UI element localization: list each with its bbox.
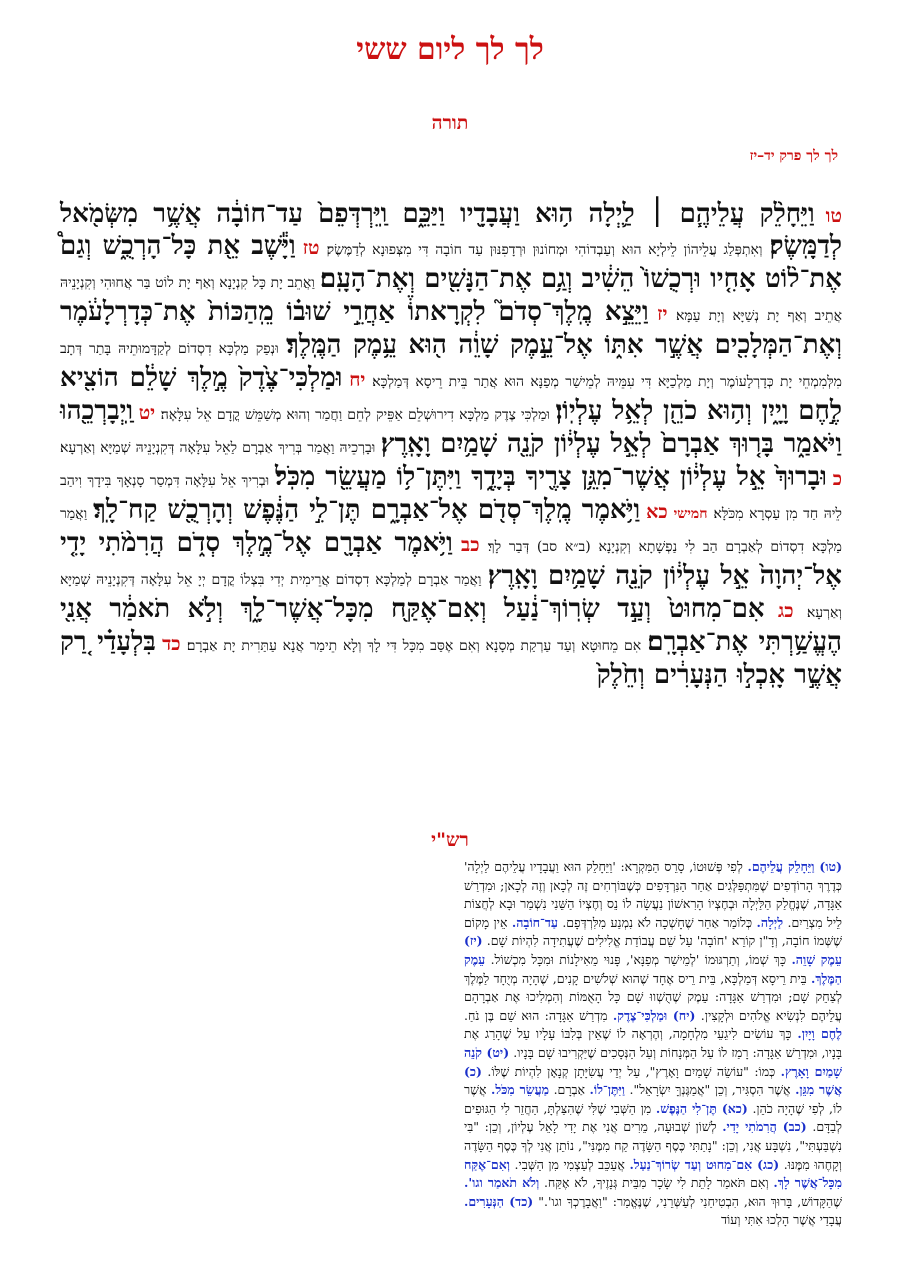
rashi-comment-text: בֵּית רֵיסָא דְּמַלְכָּא, בֵּית רֵיס אֶחָד שֶׁהוּא שְׁלֹשִׁים קָנִים, שֶׁהָיָה מְיֻחָד לַמֶּלֶךְ לְצַחֵק שָׁם; וּמִדְרַשׁ אַגָּדָה: עֵמֶק שֶׁהֻשְׁווּ שָׁם כָּל הָאֻמּוֹת וְהִמְלִיכוּ אֶת אַבְרָהָם עֲלֵיהֶם לִנְשִׂיא אֱלֹהִים וּלְקָצִין.: [464, 970, 842, 1023]
page-title: לך לך ליום ששי: [356, 32, 544, 67]
rashi-comment-text: מִדְרַשׁ אַגָּדָה: הוּא שֵׁם בֶּן נֹחַ.: [464, 1007, 608, 1023]
rashi-comment-text: אֲשֶׁר הִסְגִּיר, וְכֵן "אֲמַגֶּנְךָּ יִשְׂרָאֵל".: [629, 1082, 791, 1098]
verse-number: כב: [461, 534, 480, 556]
verse-targum: וַאֲמַר אַבְרָם לְמַלְכָּא דִסְדוֹם אֲרֵימִית יְדִי בִּצְלוֹ קֳדָם יְיָ אֵל עִלָּאָה דְּקִנְיָנֵיהּ שְׁמַיָּא וְאַרְעָא׃: [60, 572, 843, 621]
rashi-dibur-hamatchil: מַעֲשֵׂר מִכֹּל.: [491, 1082, 550, 1098]
verse-hebrew: וַיֹּ֥אמֶר אַבְרָ֖ם אֶל־מֶ֣לֶךְ סְדֹ֑ם הֲרִמֹ֨תִי יָדִ֤י אֶל־יְהוָה֙ אֵ֣ל עֶלְי֔וֹן קֹנֵ֖ה שָׁמַ֥יִם וָאָֽרֶץ׃: [60, 528, 842, 591]
rashi-comment-text: אַבְרָם.: [553, 1082, 586, 1098]
verse-number: טו: [825, 205, 842, 227]
verse-targum: וּמַלְכִּי צֶדֶק מַלְכָּא דִירוּשְׁלֵם אַפֵּיק לְחֵם וַחֲמַר וְהוּא מְשַׁמֵּשׁ קֳדָם אֵל עִלָּאָה׃: [160, 407, 550, 423]
rashi-dibur-hamatchil: (כג) אִם־מִחוּט וְעַד שְׂרוֹךְ־נַעַל.: [629, 1156, 780, 1172]
verse-targum: וַאֲתֵב יָת כָּל קִנְיָנָא וְאַף יָת לוֹט בַּר אֲחוּהִי וְקִנְיָנֵיהּ אֲתֵיב וְאַף יָת נְשַׁיָּא וְיָת עַמָּא׃: [60, 275, 842, 324]
rashi-heading: רש"י: [431, 829, 469, 851]
verse-number: טז: [302, 237, 320, 259]
verse-number: כד: [162, 633, 181, 655]
rashi-comment-text: כָּךְ שְׁמוֹ, וְתַרְגּוּמוֹ 'לְמֵישַׁר מְפַנָּא', פָּנוּי מֵאִילָנוֹת וּמִכָּל מִכְשׁוֹל.: [490, 951, 787, 967]
rashi-dibur-hamatchil: לַיְלָה.: [756, 914, 784, 930]
rashi-dibur-hamatchil: וַיִּתֶּן־לוֹ.: [589, 1082, 625, 1098]
rashi-comment-text: וְאִם תֹּאמַר לָתֵת לִי שָׂכָר מִבֵּית גְּנָזֶיךָ, לֹא אֶקַּח.: [543, 1175, 769, 1191]
rashi-commentary: [60, 858, 842, 1253]
rashi-comment-text: עֲבָדַי אֲשֶׁר הָלְכוּ אִתִּי וְעוֹד: [720, 1212, 842, 1228]
verse-hebrew: וַיֵּחָלֵ֨ק עֲלֵיהֶ֧ם ׀ לַ֛יְלָה ה֥וּא וַעֲבָדָ֖יו וַיַּכֵּ֑ם וַֽיִּרְדְּפֵם֙ עַד־חוֹבָ֔ה אֲשֶׁ֥ר מִשְּׂמֹ֖אל לְדַמָּֽשֶׂק׃: [60, 199, 842, 261]
rashi-comment-text: אֵין מָקוֹם שֶׁשְּׁמוֹ חוֹבָה, וְדָ"ן קוֹרֵא 'חוֹבָה' עַל שֵׁם עֲבוֹדַת אֱלִילִים שֶׁעֲתִידָה לִהְיוֹת שָׁם.: [464, 914, 842, 949]
rashi-dibur-hamatchil: וְאִם־אֶקַּח מִכָּל־אֲשֶׁר לָךְ.: [464, 1156, 842, 1191]
rashi-dibur-hamatchil: (יט) קֹנֵה שָׁמַיִם וָאָרֶץ.: [464, 1044, 842, 1079]
torah-text: [60, 200, 842, 693]
rashi-comment-text: לְשׁוֹן שְׁבוּעָה, מֵרִים אֲנִי אֶת יָדִי לָאֵל עֶלְיוֹן, וְכֵן: "בִּי נִשְׁבַּעְתִּי", נִשְׁבָּע אֲנִי, וְכֵן: "נָתַתִּי כֶּסֶף הַשָּׂדֶה קַח מִמֶּנִּי", נוֹתֵן אֲנִי לְךָ כֶּסֶף הַשָּׂדֶה וְקָחֶהוּ מִמֶּנּוּ.: [464, 1119, 842, 1172]
verse-hebrew: וַֽיְבָרְכֵ֖הוּ וַיֹּאמַ֑ר בָּר֤וּךְ אַבְרָם֙ לְאֵ֣ל עֶלְי֔וֹן קֹנֵ֖ה שָׁמַ֥יִם וָאָֽרֶץ׃: [60, 396, 842, 459]
verse-hebrew: וּמַלְכִּי־צֶ֙דֶק֙ מֶ֣לֶךְ שָׁלֵ֔ם הוֹצִ֖יא לֶ֣חֶם וָיָ֑יִן וְה֥וּא כֹהֵ֖ן לְאֵ֥ל עֶלְיֽוֹן׃: [60, 363, 843, 426]
verse-hebrew: וַיָּ֕שֶׁב אֵ֖ת כָּל־הָרְכֻ֑שׁ וְגַם֩ אֶת־ל֨וֹט אָחִ֤יו וּרְכֻשׁוֹ֙ הֵשִׁ֔יב וְגַ֥ם אֶת־הַנָּשִׁ֖ים וְאֶת־הָעָֽם׃: [60, 231, 842, 294]
rashi-dibur-hamatchil: עֵמֶק הַמֶּלֶךְ.: [464, 951, 842, 986]
rashi-dibur-hamatchil: (כב) הֲרִמֹתִי יָדִי.: [722, 1119, 807, 1135]
verse-hebrew: בִּלְעָדַ֗י רַ֚ק אֲשֶׁ֣ר אָֽכְל֣וּ הַנְּעָרִ֔ים וְחֵ֙לֶק֙: [60, 627, 842, 690]
verse-hebrew: וַיֵּצֵ֣א מֶֽלֶךְ־סְדֹם֮ לִקְרָאתוֹ֒ אַחֲרֵ֣י שׁוּב֗וֹ מֵֽהַכּוֹת֙ אֶת־כְּדָרְלָעֹ֔מֶר וְאֶת־הַמְּלָכִ֖ים אֲשֶׁ֣ר אִתּ֑וֹ אֶל־עֵ֣מֶק שָׁוֵ֔ה ה֖וּא עֵ֥מֶק הַמֶּֽלֶךְ׃: [60, 297, 843, 360]
verse-hebrew: וּבָרוּךְ֙ אֵ֣ל עֶלְי֔וֹן אֲשֶׁר־מִגֵּ֥ן צָרֶ֖יךָ בְּיָדֶ֑ךָ וַיִּתֶּן־ל֥וֹ מַעֲשֵׂ֖ר מִכֹּֽל׃: [275, 462, 827, 492]
rashi-comment-text: מִן הַשְּׁבִי שֶׁלִּי שֶׁהִצַּלְתָּ, הַחֲזֵר לִי הַגּוּפִים לְבַדָּם.: [464, 1100, 842, 1135]
rashi-dibur-hamatchil: וְלֹא תֹאמַר וגו'.: [464, 1175, 540, 1191]
rashi-comment-text: לְפִי פְּשׁוּטוֹ, סָרֵס הַמִּקְרָא: 'וַיֵּחָלֵק הוּא וַעֲבָדָיו עֲלֵיהֶם לַיְלָה' כְּדֶרֶךְ הָרוֹדְפִים שֶׁמִּתְפַּלְּגִים אַחַר הַנִּרְדָּפִים כְּשֶׁבּוֹרְחִים זֶה לְכָאן וְזֶה לְכָאן; וּמִדְרַשׁ אַגָּדָה, שֶׁנֶּחֱלַק הַלַּיְלָה וּבְחֶצְיוֹ הָרִאשׁוֹן נַעֲשָׂה לוֹ נֵס וְחֶצְיוֹ הַשֵּׁנִי נִשְׁמַר וּבָא לְחֲצוֹת לֵיל מִצְרַיִם.: [464, 859, 842, 930]
verse-number: כג: [777, 600, 794, 622]
verse-hebrew: אִם־מִחוּט֙ וְעַ֣ד שְׂרֽוֹךְ־נַ֔עַל וְאִם־אֶקַּ֖ח מִכָּל־אֲשֶׁר־לָ֑ךְ וְלֹ֣א תֹאמַ֔ר אֲנִ֖י הֶעֱשַׁ֥רְתִּי אֶת־אַבְרָֽם׃: [60, 594, 842, 657]
verse-targum: וּבְרִיךְ אֵל עִלָּאָה דִּמְסַר סָנְאָךְ בִּידָךְ וִיהַב לֵיהּ חַד מִן עַסְרָא מִכֹּלָּא׃: [60, 473, 842, 522]
verse-targum: וְאִתְפְּלַג עֲלֵיהוֹן לֵילְיָא הוּא וְעַבְדוֹהִי וּמְחוֹנוּן וּרְדָפִנּוּן עַד חוֹבָה דִּי מִצְּפוּנָא לְדַמֶּשֶׂק׃: [326, 242, 763, 258]
rashi-comment-text: כְּמוֹ: "עוֹשֵׂה שָׁמַיִם וָאָרֶץ", עַל יְדֵי עֲשִׂיָּתָן קְנָאָן לִהְיוֹת שֶׁלּוֹ.: [487, 1063, 776, 1079]
rashi-comment-text: שֶׁהַקָּדוֹשׁ, בָּרוּךְ הוּא, הִבְטִיחַנִי לְעַשְּׁרֵנִי, שֶׁנֶּאֱמַר: "וַאֲבָרֶכְךָ וגו'.": [538, 1193, 842, 1209]
rashi-dibur-hamatchil: (כד) הַנְּעָרִים.: [464, 1193, 534, 1209]
verse-targum: וּבָרְכֵיהּ וַאֲמַר בְּרִיךְ אַבְרָם לַאֵל עִלָּאָה דְּקִנְיָנֵיהּ שְׁמַיָּא וְאַרְעָא׃: [60, 440, 376, 456]
chapter-reference: לך לך פרק יד–יז: [749, 148, 838, 164]
verse-number: יט: [138, 402, 156, 424]
verse-hebrew: וַיֹּ֥אמֶר מֶֽלֶךְ־סְדֹ֖ם אֶל־אַבְרָ֑ם תֶּן־לִ֣י הַנֶּ֔פֶשׁ וְהָרְכֻ֖שׁ קַח־לָֽךְ׃: [93, 495, 641, 525]
rashi-dibur-hamatchil: (טו) וַיֵּחָלֵק עֲלֵיהֶם.: [747, 859, 842, 874]
verse-targum: וַאֲמַר מַלְכָּא דִסְדוֹם לְאַבְרָם הַב לִי נַפְשָׁתָא וְקִנְיָנָא (ב״א סב) דְּבַר לָךְ׃: [60, 506, 842, 555]
rashi-dibur-hamatchil: לֶחֶם וָיָיִן.: [797, 1026, 842, 1042]
verse-number: כא: [646, 501, 668, 523]
rashi-dibur-hamatchil: (כ) אֲשֶׁר מִגֵּן.: [464, 1063, 842, 1098]
rashi-dibur-hamatchil: עַד־חוֹבָה.: [511, 914, 558, 930]
rashi-comment-text: כְּלוֹמַר אַחַר שֶׁחָשְׁכָה לֹא נִמְנַע מִלִּרְדְּפָם.: [562, 914, 753, 930]
rashi-comment-text: אֲשֶׁר לוֹ, לְפִי שֶׁהָיָה כֹהֵן.: [464, 1082, 842, 1116]
rashi-dibur-hamatchil: (כא) תֶּן־לִי הַנֶּפֶשׁ.: [655, 1100, 748, 1116]
rashi-dibur-hamatchil: (יז) עֵמֶק שָׁוֵה.: [464, 933, 842, 967]
section-heading: תורה: [431, 112, 469, 134]
verse-number: יז: [657, 303, 668, 325]
rashi-dibur-hamatchil: (יח) וּמַלְכִּי־צֶדֶק.: [612, 1007, 696, 1023]
verse-number: יח: [349, 369, 366, 391]
verse-targum: אִם מֵחוּטָא וְעַד עַרְקַת מְסָנָא וְאִם אֶסַּב מִכָּל דִּי לָךְ וְלָא תֵימַר אֲנָא עַתַּרִית יָת אַבְרָם׃: [186, 638, 642, 654]
verse-number: כ: [832, 468, 842, 490]
aliyah-marker: חמישי: [673, 506, 708, 522]
verse-targum: וּנְפַק מַלְכָּא דִסְדוֹם לְקַדָּמוּתֵיהּ בָּתַר דְּתָב מִלְּמִמְחֵי יָת כְּדָרְלָעוֹמֶר וְיָת מַלְכַיָּא דִּי עִמֵּיהּ לְמֵישַׁר מְפַנָּא הוּא אֲתַר בֵּית רֵיסָא דְּמַלְכָּא׃: [60, 341, 842, 390]
rashi-comment-text: אֲעַכֵּב לְעַצְמִי מִן הַשְּׁבִי.: [514, 1156, 625, 1172]
rashi-comment-text: כָּךְ עוֹשִׂים לִיגֵעֵי מִלְחָמָה, וְהֶרְאָה לוֹ שֶׁאֵין בְּלִבּוֹ עָלָיו עַל שֶׁהָרַג אֶת בָּנָיו, וּמִדְרַשׁ אַגָּדָה: רָמַז לוֹ עַל הַמְּנָחוֹת וְעַל הַנְּסָכִים שֶׁיַּקְרִיבוּ שָׁם בָּנָיו.: [464, 1026, 842, 1060]
